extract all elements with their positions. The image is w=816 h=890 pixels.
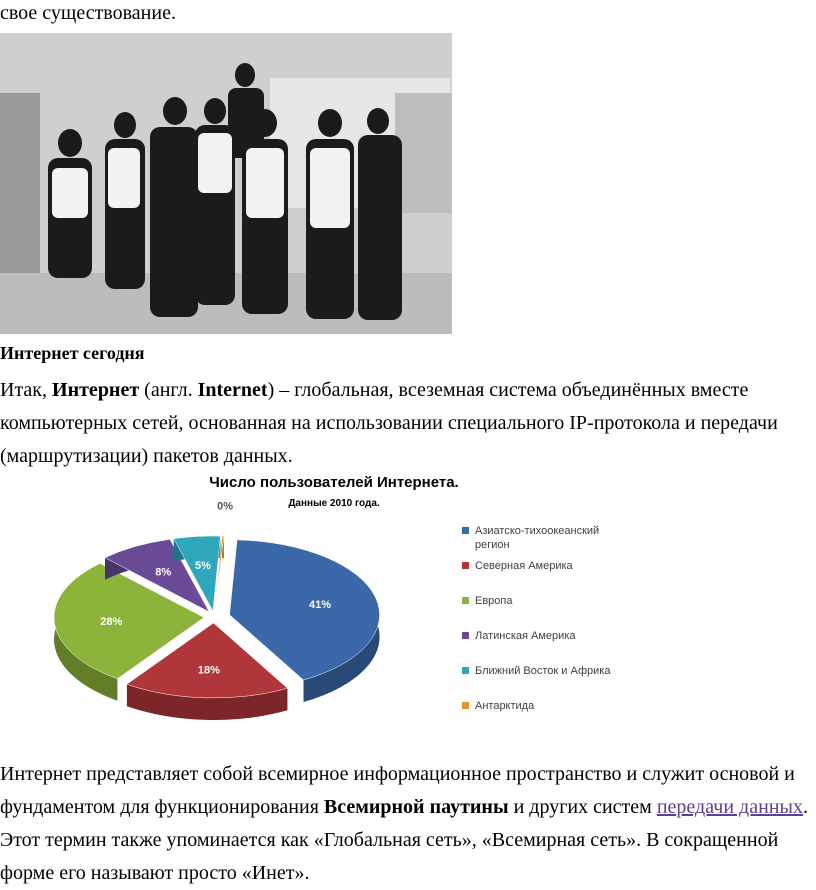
legend-swatch	[462, 597, 469, 604]
link-data-transfer[interactable]: передачи данных	[656, 796, 803, 818]
intro-line: свое существование.	[0, 2, 176, 24]
text-run: ) – глобальная, всеземная система объединённых вместе компьютерных сетей, основанная на использовании специального IP-протокола и передачи (маршрутизации) пакетов данных.	[0, 379, 778, 467]
text-run: и других систем	[508, 796, 657, 818]
text-run: (англ.	[139, 379, 198, 401]
legend-swatch	[462, 702, 469, 709]
pie-slice-label: 8%	[155, 566, 172, 579]
chart-subtitle: Данные 2010 года.	[288, 498, 380, 509]
arpanet-team-photo	[0, 33, 452, 334]
legend-swatch	[462, 562, 469, 569]
legend-swatch	[462, 667, 469, 674]
pie-slice-label: 28%	[100, 615, 123, 628]
legend-label: Ближний Восток и Африка	[475, 665, 611, 677]
legend-label: Северная Америка	[475, 560, 573, 572]
paragraph-closing	[0, 758, 816, 890]
paragraph-definition	[0, 374, 800, 473]
text-run: . Этот термин также упоминается как «Глобальная сеть», «Всемирная сеть». В сокращенной форме его называют просто «Инет».	[0, 796, 808, 884]
text-run: Интернет представляет собой всемирное информационное пространство и служит основой и фундаментом для функционирования	[0, 763, 795, 818]
pie-slice-label: 18%	[197, 664, 220, 677]
pie-chart-svg	[44, 472, 664, 732]
pie-slice-label: 0%	[217, 500, 234, 513]
legend-swatch	[462, 527, 469, 534]
legend-label: Азиатско-тихоокеанский	[475, 525, 600, 537]
text-run-bold: Internet	[197, 379, 268, 401]
pie-chart	[44, 472, 664, 732]
legend-label: Антарктида	[475, 700, 535, 712]
section-heading: Интернет сегодня	[0, 343, 145, 363]
chart-title: Число пользователей Интернета.	[209, 474, 459, 491]
text-run: Итак,	[0, 379, 53, 401]
legend-label-cont: регион	[475, 539, 510, 551]
legend-label: Латинская Америка	[475, 630, 576, 642]
photo-image	[0, 33, 452, 334]
legend-swatch	[462, 632, 469, 639]
pie-slice-label: 41%	[309, 599, 332, 612]
text-run-bold: Интернет	[52, 379, 140, 401]
text-run-bold: Всемирной паутины	[323, 796, 509, 818]
pie-slice-label: 5%	[195, 559, 211, 572]
legend-label: Европа	[475, 595, 513, 607]
